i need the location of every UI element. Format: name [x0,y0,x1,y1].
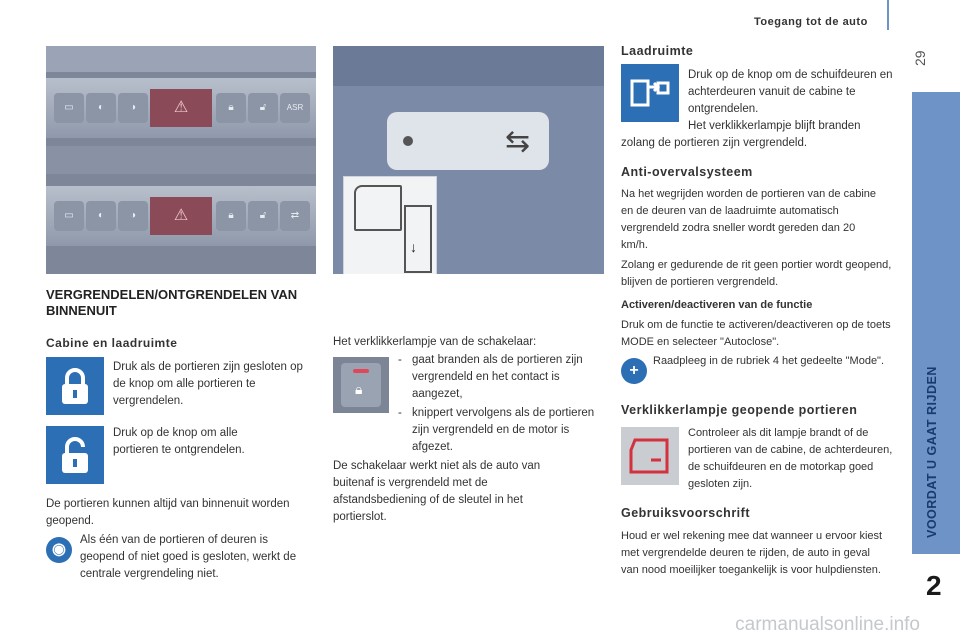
central-locking-warning: Als één van de portieren of deuren is geopend of niet goed is gesloten, werkt de centrale vergrendeling niet. [80,534,297,580]
fog-light-icon: ◐ [86,201,116,231]
unlock-icon: 🔓︎ [248,93,278,123]
activate-heading: Activeren/deactiveren van de functie [621,299,813,311]
open-from-inside-note: De portieren kunnen altijd van binnenuit worden geopend. [46,498,290,527]
rear-defrost-icon: ▭ [54,201,84,231]
cargo-door-icon: ⇆ [505,125,531,158]
page-header-title: Toegang tot de auto [754,16,868,28]
anti-overval-text-1: Na het wegrijden worden de portieren van de cabine en de deuren van de laadruimte automatisch vergrendeld zodra sneller wordt gereden dan 20 km/h. [621,188,876,251]
cargo-door-icon: ⇄ [280,201,310,231]
cargo-door-icon [621,64,679,122]
unlock-icon: 🔓︎ [248,201,278,231]
switch-indicator-icon: 🔒︎ [333,357,389,413]
switch-strip-top [46,78,316,138]
section-heading-gebruiksvoorschrift: Gebruiksvoorschrift [621,506,750,520]
indicator-bullet-1: gaat branden als de portieren zijn vergrendeld en het contact is aangezet, [412,354,583,400]
fog-light-icon: ◐ [86,93,116,123]
section-heading-cabine: Cabine en laadruimte [46,336,178,350]
anti-overval-text-2: Zolang er gedurende de rit geen portier wordt geopend, blijven de portieren vergrendeld. [621,259,892,288]
indicator-intro: Het verklikkerlampje van de schakelaar: [333,336,537,348]
page-number: 29 [912,50,928,66]
section-heading-laadruimte: Laadruimte [621,44,694,58]
rear-defrost-icon: ▭ [54,93,84,123]
section-heading-anti-overval: Anti-overvalsysteem [621,165,753,179]
laadruimte-text-2: Het verklikkerlampje blijft branden zolang de portieren zijn vergrendeld. [621,120,861,149]
unlock-icon [46,426,104,484]
hazard-triangle-icon: ⚠ [150,89,212,127]
switch-strip-bottom [46,186,316,246]
header-divider [887,0,889,30]
cargo-switch-photo [333,46,604,274]
cargo-unlock-switch [387,112,549,170]
indicator-lamp-icon [403,136,413,146]
info-eye-icon: ◉ [46,537,72,563]
asr-switch-label: ASR [280,93,310,123]
rear-fog-icon: ◑ [118,201,148,231]
dashboard-switch-photo [46,46,316,274]
verklikkerlampje-text: Controleer als dit lampje brandt of de portieren van de cabine, de achterdeuren, de schuifdeuren en de motorkap goed gesloten zijn. [688,427,893,490]
unlock-description: Druk op de knop om alle portieren te ontgrendelen. [113,427,245,456]
lock-description: Druk als de portieren zijn gesloten op de knop om alle portieren te vergrendelen. [113,361,303,407]
mode-reference-text: Raadpleeg in de rubriek 4 het gedeelte "Mode". [653,355,885,367]
hazard-triangle-icon: ⚠ [150,197,212,235]
arrow-icon: ↓ [410,239,417,255]
lock-icon: 🔒︎ [216,201,246,231]
plus-icon: + [621,358,647,384]
lock-icon: 🔒︎ [216,93,246,123]
main-heading: VERGRENDELEN/ONTGRENDELEN VAN BINNENUIT [46,287,298,318]
watermark: carmanualsonline.info [735,614,920,635]
chapter-number: 2 [926,570,942,601]
section-heading-verklikkerlampje: Verklikkerlampje geopende portieren [621,403,858,417]
lock-icon [46,357,104,415]
activate-text: Druk om de functie te activeren/deactiveren op de toets MODE en selecteer "Autoclose". [621,319,891,348]
van-illustration [343,176,437,274]
switch-limitation-text: De schakelaar werkt niet als de auto van buitenaf is vergrendeld met de afstandsbediening of de sleutel in het portierslot. [333,460,541,523]
door-open-icon [621,427,679,485]
indicator-bullet-2: knippert vervolgens als de portieren zijn vergrendeld en de motor is afgezet. [412,407,595,453]
rear-fog-icon: ◑ [118,93,148,123]
gebruiksvoorschrift-text: Houd er wel rekening mee dat wanneer u ervoor kiest met vergrendelde deuren te rijden, de auto in geval van nood moeilijker toegankelijk is voor hulpdiensten. [621,530,883,576]
chapter-title: VOORDAT U GAAT RIJDEN [925,366,939,538]
laadruimte-text-1: Druk op de knop om de schuifdeuren en achterdeuren vanuit de cabine te ontgrendelen. [688,69,893,115]
